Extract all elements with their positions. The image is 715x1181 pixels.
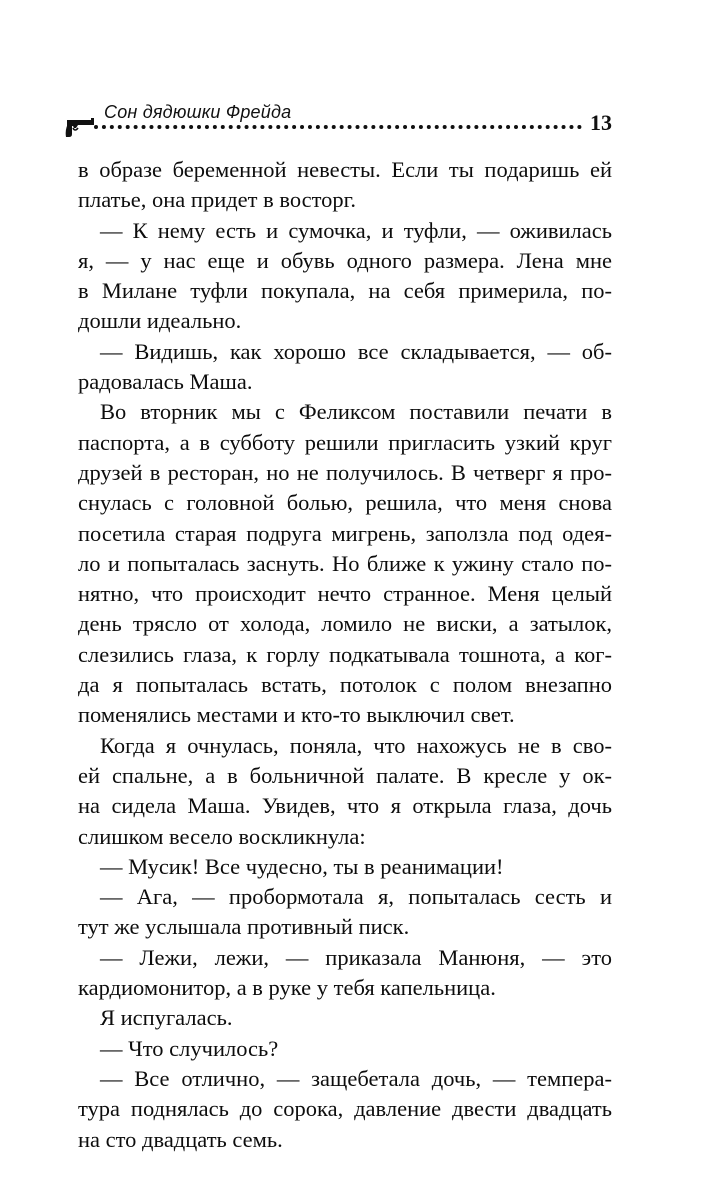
text-line: друзей в ресторан, но не получилось. В четверг я про- [78, 459, 612, 485]
text-line: — Что случилось? [100, 1035, 279, 1061]
text-line: — К нему есть и сумочка, и туфли, — оживилась [100, 217, 612, 243]
text-line: снулась с головной болью, решила, что меня снова [78, 490, 612, 516]
text-line: паспорта, а в субботу решили пригласить узкий круг [78, 429, 612, 455]
text-line: — Лежи, лежи, — приказала Манюня, — это [100, 944, 612, 970]
text-line: дошли идеально. [78, 308, 242, 334]
text-line: Во вторник мы с Феликсом поставили печати в [100, 399, 612, 425]
text-line: — Видишь, как хорошо все складывается, — об- [100, 338, 612, 364]
text-line: ей спальне, а в больничной палате. В кресле у ок- [78, 762, 612, 788]
text-line: кардиомонитор, а в руке у тебя капельница. [78, 975, 496, 1001]
text-line: тут же услышала противный писк. [78, 914, 410, 940]
text-line: на сидела Маша. Увидев, что я открыла глаза, дочь [78, 793, 612, 819]
text-line: поменялись местами и кто-то выключил свет. [78, 702, 515, 728]
text-line: слишком весело воскликнула: [78, 823, 366, 849]
header-title: Сон дядюшки Фрейда [104, 102, 292, 122]
text-line: — Все отлично, — защебетала дочь, — темпера- [100, 1065, 612, 1091]
text-line: нятно, что происходит нечто странное. Меня целый [78, 581, 612, 607]
text-line: Я испугалась. [100, 1005, 233, 1031]
text-line: в образе беременной невесты. Если ты подаришь ей [78, 157, 612, 182]
running-header [64, 96, 612, 140]
dotted-rule [94, 125, 582, 129]
text-line: — Мусик! Все чудесно, ты в реанимации! [100, 853, 504, 879]
text-line: в Милане туфли покупала, на себя примерила, по- [78, 278, 612, 304]
text-line: я, — у нас еще и обувь одного размера. Лена мне [78, 247, 612, 273]
text-line: слезились глаза, к горлу подкатывала тошнота, а ког- [78, 641, 612, 667]
page-number: 13 [590, 110, 612, 135]
text-line: радовалась Маша. [78, 369, 253, 395]
text-line: тура поднялась до сорока, давление двести двадцать [78, 1096, 612, 1122]
pistol-icon [64, 116, 98, 138]
text-line: ло и попыталась заснуть. Но ближе к ужину стало по- [78, 550, 612, 576]
text-line: — Ага, — пробормотала я, попыталась сесть и [100, 884, 612, 910]
text-line: день трясло от холода, ломило не виски, а затылок, [78, 611, 612, 637]
text-line: платье, она придет в восторг. [78, 187, 356, 213]
text-line: Когда я очнулась, поняла, что нахожусь не в сво- [100, 732, 612, 758]
text-line: на сто двадцать семь. [78, 1126, 283, 1152]
text-line: посетила старая подруга мигрень, заползла под одея- [78, 520, 612, 546]
text-line: да я попыталась встать, потолок с полом внезапно [78, 672, 612, 698]
body-text [78, 155, 612, 1155]
